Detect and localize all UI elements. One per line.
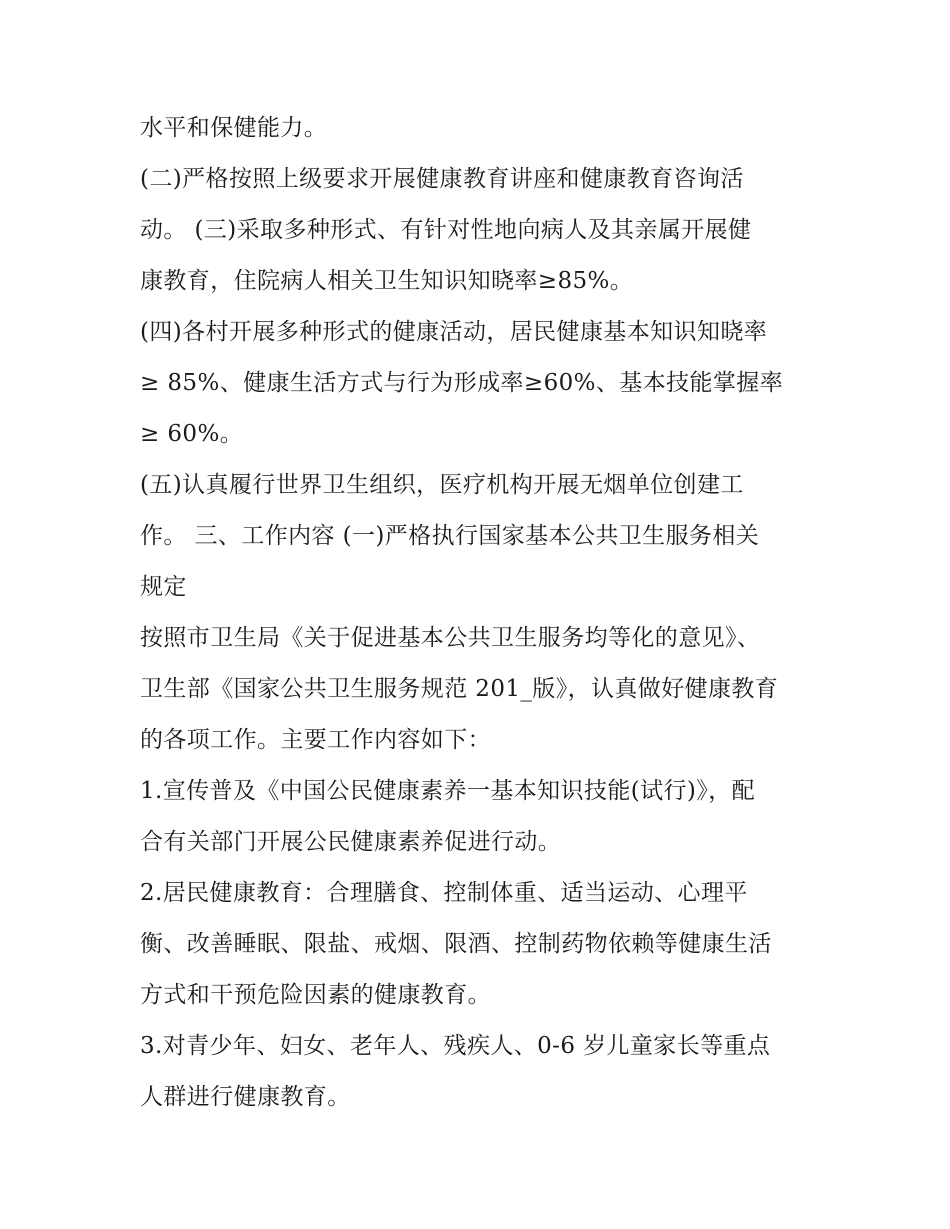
text-line: 3.对青少年、妇女、老年人、残疾人、0-6 岁儿童家长等重点: [140, 1033, 771, 1059]
text-line: 卫生部《国家公共卫生服务规范 201_版》，认真做好健康教育: [140, 676, 779, 702]
text-line: 规定: [140, 574, 187, 600]
text-line: 方式和干预危险因素的健康教育。: [140, 982, 491, 1008]
text-line: (五)认真履行世界卫生组织，医疗机构开展无烟单位创建工: [140, 472, 744, 498]
text-line: (二)严格按照上级要求开展健康教育讲座和健康教育咨询活: [140, 166, 744, 192]
text-line: 衡、改善睡眠、限盐、戒烟、限酒、控制药物依赖等健康生活: [140, 931, 772, 957]
text-line: 合有关部门开展公民健康素养促进行动。: [140, 829, 562, 855]
text-line: 康教育，住院病人相关卫生知识知晓率≥85%。: [140, 268, 634, 294]
text-line: 2.居民健康教育：合理膳食、控制体重、适当运动、心理平: [140, 880, 748, 906]
document-body: [140, 108, 840, 1128]
text-line: ≥ 60%。: [140, 421, 244, 447]
text-line: 作。 三、工作内容 (一)严格执行国家基本公共卫生服务相关: [140, 523, 760, 549]
text-line: 动。 (三)采取多种形式、有针对性地向病人及其亲属开展健: [140, 217, 752, 243]
text-line: (四)各村开展多种形式的健康活动，居民健康基本知识知晓率: [140, 319, 768, 345]
text-line: 水平和保健能力。: [140, 115, 328, 141]
text-line: 1.宣传普及《中国公民健康素养一基本知识技能(试行)》，配: [140, 778, 755, 804]
text-line: 人群进行健康教育。: [140, 1084, 351, 1110]
text-line: ≥ 85%、健康生活方式与行为形成率≥60%、基本技能掌握率: [140, 370, 784, 396]
text-line: 的各项工作。主要工作内容如下：: [140, 727, 491, 753]
text-line: 按照市卫生局《关于促进基本公共卫生服务均等化的意见》、: [140, 625, 761, 651]
